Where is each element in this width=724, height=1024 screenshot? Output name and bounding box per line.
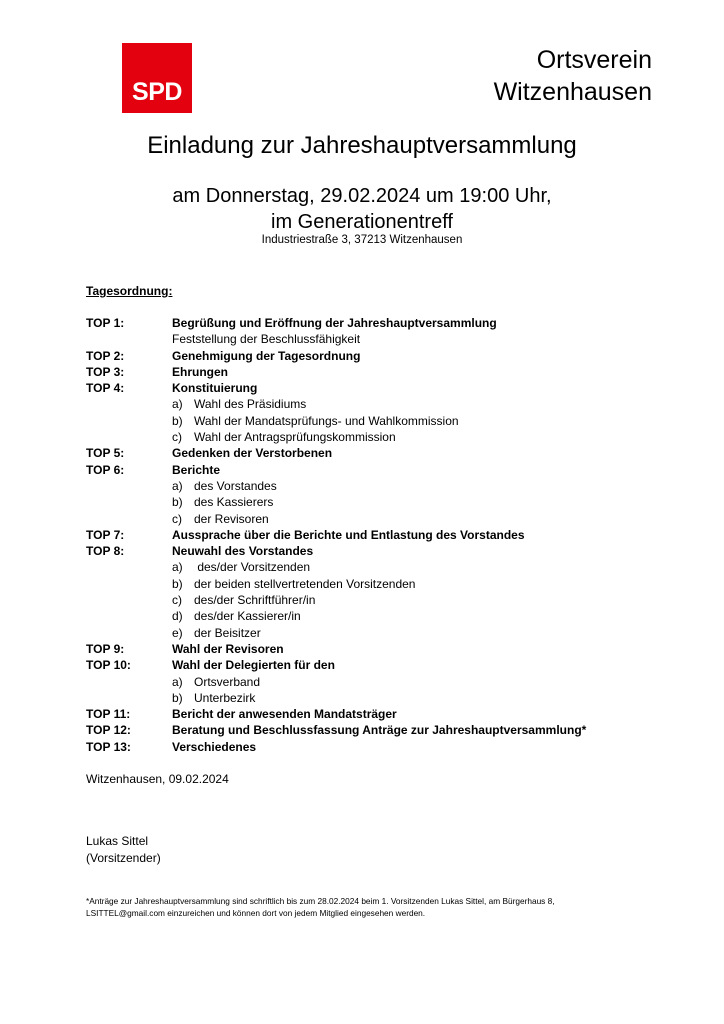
spd-logo bbox=[122, 43, 192, 113]
footnote-line-2: LSITTEL@gmail.com einzureichen und können dort von jedem Mitglied eingesehen werden. bbox=[86, 908, 426, 918]
subitem-letter: a) bbox=[172, 560, 183, 575]
subitem-letter: a) bbox=[172, 478, 183, 493]
agenda-title: Verschiedenes bbox=[172, 739, 257, 754]
agenda-item bbox=[86, 706, 646, 722]
agenda-title: Wahl der Revisoren bbox=[172, 641, 284, 656]
agenda-title: Wahl der Delegierten für den bbox=[172, 658, 335, 673]
agenda-number: TOP 7: bbox=[86, 527, 125, 542]
agenda-subitem bbox=[86, 413, 646, 429]
agenda-subitem bbox=[86, 625, 646, 641]
agenda-number: TOP 5: bbox=[86, 446, 125, 461]
agenda-title: Begrüßung und Eröffnung der Jahreshauptversammlung bbox=[172, 316, 497, 330]
agenda-subitem bbox=[86, 690, 646, 706]
agenda-item bbox=[86, 739, 646, 755]
signer-name: Lukas Sittel bbox=[86, 834, 149, 848]
subitem-text: des Kassierers bbox=[194, 495, 274, 510]
subitem-text: Wahl der Mandatsprüfungs- und Wahlkommission bbox=[194, 413, 459, 428]
agenda-item bbox=[86, 641, 646, 657]
agenda-number: TOP 2: bbox=[86, 348, 125, 363]
subitem-text: des/der Schriftführer/in bbox=[194, 593, 316, 608]
agenda-subitem bbox=[86, 576, 646, 592]
agenda-title: Konstituierung bbox=[172, 381, 258, 396]
agenda-subitem bbox=[86, 494, 646, 510]
subitem-letter: c) bbox=[172, 593, 182, 608]
agenda-title: Aussprache über die Berichte und Entlastung des Vorstandes bbox=[172, 527, 525, 542]
date-line-1: am Donnerstag, 29.02.2024 um 19:00 Uhr, bbox=[172, 185, 552, 207]
agenda-title: Bericht der anwesenden Mandatsträger bbox=[172, 707, 397, 722]
agenda-subitem bbox=[86, 478, 646, 494]
subitem-letter: b) bbox=[172, 495, 183, 510]
agenda-item bbox=[86, 445, 646, 461]
agenda-item bbox=[86, 315, 646, 331]
agenda-item bbox=[86, 722, 646, 738]
subitem-letter: c) bbox=[172, 511, 182, 526]
agenda-item bbox=[86, 527, 646, 543]
footnote bbox=[86, 895, 646, 919]
agenda-title: Neuwahl des Vorstandes bbox=[172, 544, 314, 559]
agenda-title: Gedenken der Verstorbenen bbox=[172, 446, 333, 461]
subitem-letter: e) bbox=[172, 625, 183, 640]
subitem-letter: a) bbox=[172, 674, 183, 689]
agenda-item bbox=[86, 657, 646, 673]
document-title: Einladung zur Jahreshauptversammlung bbox=[147, 132, 577, 159]
event-address: Industriestraße 3, 37213 Witzenhausen bbox=[261, 234, 463, 246]
subitem-letter: a) bbox=[172, 397, 183, 412]
agenda-number: TOP 11: bbox=[86, 707, 131, 722]
agenda-subitem bbox=[86, 396, 646, 412]
agenda-subitem bbox=[86, 592, 646, 608]
agenda-number: TOP 10: bbox=[86, 658, 131, 673]
agenda-title: Ehrungen bbox=[172, 364, 228, 379]
agenda-number: TOP 6: bbox=[86, 462, 125, 477]
agenda-subitem bbox=[86, 429, 646, 445]
subitem-letter: b) bbox=[172, 690, 183, 705]
agenda-list bbox=[86, 315, 646, 755]
agenda-number: TOP 12: bbox=[86, 723, 131, 738]
date-line-2: im Generationentreff bbox=[271, 211, 453, 233]
subitem-text: des Vorstandes bbox=[194, 478, 277, 493]
agenda-item bbox=[86, 543, 646, 559]
subitem-letter: c) bbox=[172, 430, 182, 445]
org-line-2: Witzenhausen bbox=[493, 78, 652, 106]
subitem-text: der Revisoren bbox=[194, 511, 269, 526]
agenda-number: TOP 4: bbox=[86, 381, 125, 396]
agenda-number: TOP 8: bbox=[86, 544, 125, 559]
subitem-text: Ortsverband bbox=[194, 674, 261, 689]
agenda-item bbox=[86, 462, 646, 478]
agenda-number: TOP 9: bbox=[86, 641, 125, 656]
signature-block bbox=[86, 833, 161, 866]
place-date: Witzenhausen, 09.02.2024 bbox=[86, 772, 229, 786]
agenda-item bbox=[86, 348, 646, 364]
org-name bbox=[494, 44, 652, 108]
subitem-text: Unterbezirk bbox=[194, 690, 256, 705]
subitem-letter: d) bbox=[172, 609, 183, 624]
agenda-number: TOP 13: bbox=[86, 739, 131, 754]
subitem-text: des/der Kassierer/in bbox=[194, 609, 301, 624]
agenda-title: Beratung und Beschlussfassung Anträge zur Jahreshauptversammlung* bbox=[172, 723, 587, 738]
subitem-letter: b) bbox=[172, 576, 183, 591]
agenda-title: Berichte bbox=[172, 462, 221, 477]
agenda-heading: Tagesordnung: bbox=[86, 284, 173, 298]
agenda-subitem bbox=[86, 559, 646, 575]
subitem-text: der Beisitzer bbox=[194, 625, 261, 640]
org-line-1: Ortsverein bbox=[536, 46, 652, 74]
agenda-number: TOP 3: bbox=[86, 364, 125, 379]
agenda-subitem bbox=[86, 674, 646, 690]
subitem-text: Wahl des Präsidiums bbox=[194, 397, 307, 412]
subitem-letter: b) bbox=[172, 413, 183, 428]
agenda-number: TOP 1: bbox=[86, 316, 125, 330]
signer-role: (Vorsitzender) bbox=[86, 850, 161, 865]
agenda-note bbox=[86, 331, 646, 347]
agenda-title: Genehmigung der Tagesordnung bbox=[172, 348, 361, 363]
agenda-subitem bbox=[86, 511, 646, 527]
subitem-text: des/der Vorsitzenden bbox=[194, 560, 311, 575]
agenda-subitem bbox=[86, 608, 646, 624]
subitem-text: Wahl der Antragsprüfungskommission bbox=[194, 430, 396, 445]
agenda-item bbox=[86, 364, 646, 380]
logo-text: SPD bbox=[132, 78, 182, 106]
agenda-item bbox=[86, 380, 646, 396]
subitem-text: der beiden stellvertretenden Vorsitzenden bbox=[194, 576, 416, 591]
event-date bbox=[0, 183, 724, 235]
footnote-line-1: *Anträge zur Jahreshauptversammlung sind schriftlich bis zum 28.02.2024 beim 1. Vorsitzenden Lukas Sittel, am Bürgerhaus 8, bbox=[86, 896, 555, 906]
agenda-note-text: Feststellung der Beschlussfähigkeit bbox=[172, 332, 361, 347]
